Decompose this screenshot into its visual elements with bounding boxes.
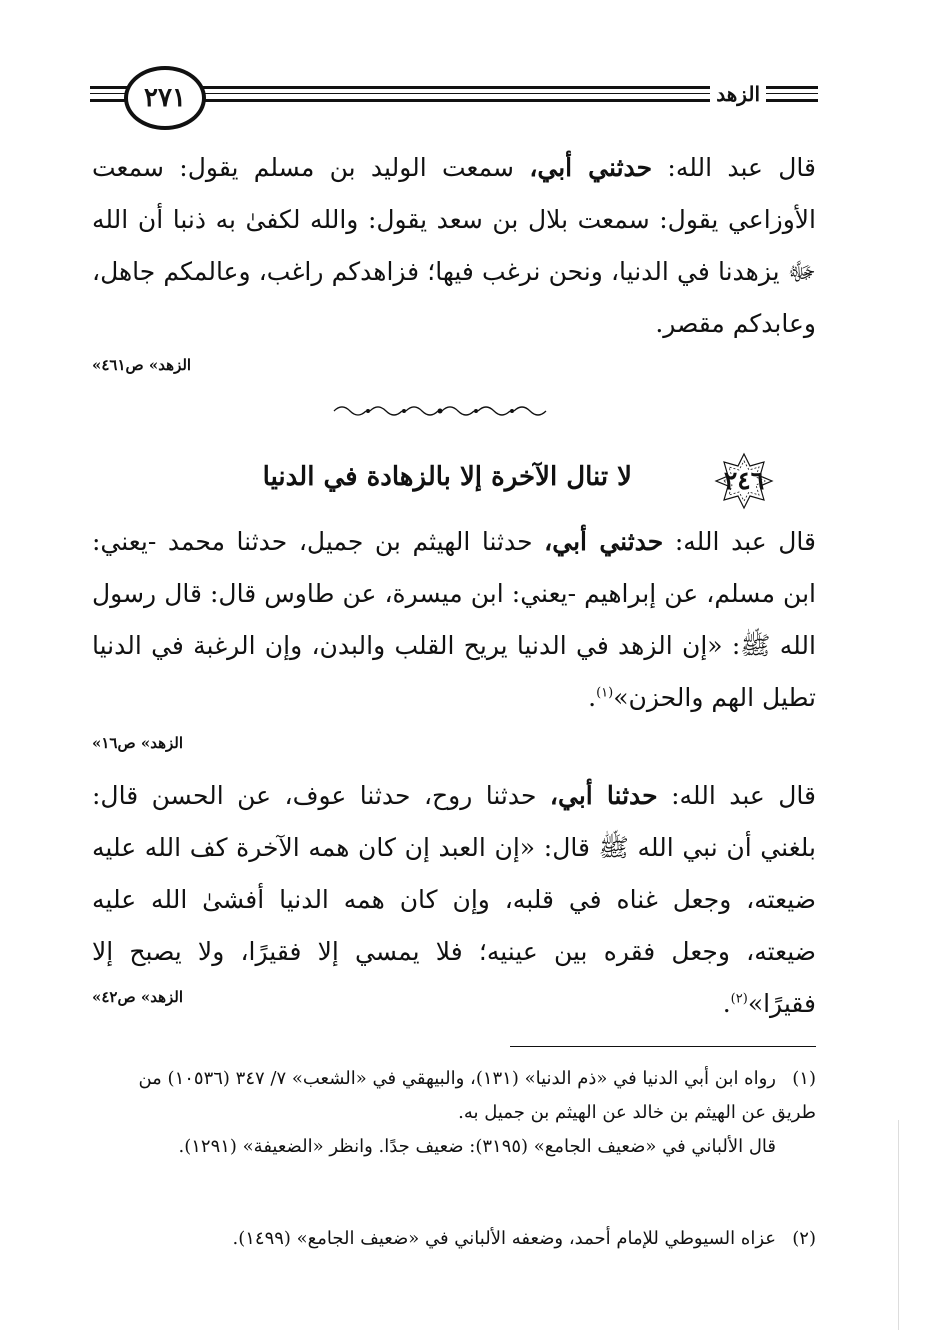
paragraph-end: . xyxy=(722,989,731,1018)
narrator-name: حدثني أبي، xyxy=(544,527,664,556)
source-reference-2: «الزهد» ص١٦ xyxy=(92,734,184,752)
paragraph-text: سمعت الوليد بن مسلم يقول: سمعت الأوزاعي يقول: سمعت بلال بن سعد يقول: والله لكفىٰ به ذنبا أن الله ﷻ يزهدنا في الدنيا، ونحن نرغب فيها؛ فزاهدكم راغب، وعالمكم جاهل، وعابدكم مقصر. xyxy=(92,153,816,338)
chapter-heading xyxy=(240,452,820,508)
chapter-number: ٢٤٦ xyxy=(723,466,765,495)
footnote-number: (١) xyxy=(792,1068,816,1089)
footnote-note: قال الألباني في «ضعيف الجامع» (٣١٩٥): ضعيف جدًا. وانظر «الضعيفة» (١٢٩١). xyxy=(178,1136,776,1157)
paragraph-lead: قال عبد الله: xyxy=(663,527,816,556)
paragraph-lead: قال عبد الله: xyxy=(652,153,816,182)
running-header-title: الزهد xyxy=(710,82,766,106)
paragraph-text: حدثنا الهيثم بن جميل، حدثنا محمد -يعني: ابن مسلم، عن إبراهيم -يعني: ابن ميسرة، عن طاوس قال: قال رسول الله ﷺ: «إن الزهد في الدنيا يريح القلب والبدن، وإن الرغبة في الدنيا تطيل الهم والحزن» xyxy=(92,527,816,712)
chapter-title: لا تنال الآخرة إلا بالزهادة في الدنيا xyxy=(262,462,632,492)
paragraph-lead: قال عبد الله: xyxy=(657,781,816,810)
ornament-divider-icon xyxy=(330,400,550,422)
narrator-name: حدثني أبي، xyxy=(529,153,653,182)
footnote-marker: (١) xyxy=(596,685,614,701)
page-number: ٢٧١ xyxy=(144,83,186,113)
page-header xyxy=(90,66,818,132)
footnote-separator xyxy=(510,1046,816,1047)
hadith-paragraph-2 xyxy=(92,516,816,724)
hadith-paragraph-1 xyxy=(92,142,816,350)
footnote-2 xyxy=(92,1222,816,1256)
chapter-number-badge xyxy=(714,452,774,510)
footnote-1 xyxy=(92,1062,816,1164)
source-reference-3: «الزهد» ص٤٢ xyxy=(92,988,184,1006)
footnote-text: عزاه السيوطي للإمام أحمد، وضعفه الألباني في «ضعيف الجامع» (١٤٩٩). xyxy=(232,1228,776,1249)
footnote-number: (٢) xyxy=(792,1228,816,1249)
paragraph-end: . xyxy=(588,683,597,712)
source-reference-1: «الزهد» ص٤٦١ xyxy=(92,356,192,374)
narrator-name: حدثنا أبي، xyxy=(549,781,658,810)
footnote-text: رواه ابن أبي الدنيا في «ذم الدنيا» (١٣١)، والبيهقي في «الشعب» ٧/ ٣٤٧ (١٠٥٣٦) من طريق عن الهيثم بن خالد عن الهيثم بن جميل به. xyxy=(138,1068,816,1123)
footnote-marker: (٢) xyxy=(730,991,748,1007)
paragraph-text: حدثنا روح، حدثنا عوف، عن الحسن قال: بلغني أن نبي الله ﷺ قال: «إن العبد إن كان همه الآخرة كف الله عليه ضيعته، وجعل غناه في قلبه، وإن كان همه الدنيا أفشىٰ الله عليه ضيعته، وجعل فقره بين عينيه؛ فلا يمسي إلا فقيرًا، ولا يصبح إلا فقيرًا» xyxy=(92,781,816,1018)
page-number-badge xyxy=(124,66,206,130)
scan-edge-line xyxy=(898,1120,899,1330)
